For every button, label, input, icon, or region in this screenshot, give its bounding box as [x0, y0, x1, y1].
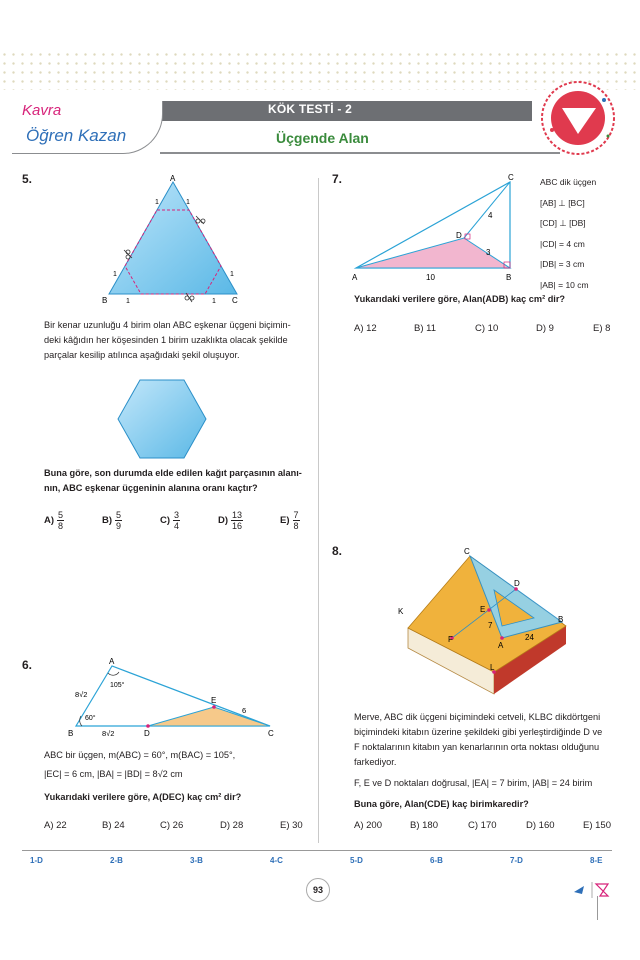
q5-number: 5. [22, 172, 33, 186]
q7-fact: [AB] ⊥ [BC] [540, 197, 585, 208]
q8-option-d[interactable]: D) 160 [526, 820, 555, 831]
answer-key [22, 850, 612, 869]
q8-given: F, E ve D noktaları doğrusal, |EA| = 7 birim, |AB| = 24 birim [354, 778, 593, 788]
q6-triangle-dec [148, 707, 270, 726]
q6-label-e: E [211, 696, 217, 705]
numerator: 7 [293, 510, 299, 520]
q8-label-l: L [490, 663, 495, 672]
q5-label-1: 1 [155, 199, 159, 206]
denominator: 9 [116, 521, 122, 531]
q7-triangle-figure [348, 172, 526, 284]
fraction [57, 510, 64, 531]
q7-label-c: C [508, 173, 514, 182]
q8-label-k: K [398, 607, 404, 616]
q5-label-a: A [170, 174, 176, 183]
option-letter: E) [280, 515, 290, 527]
q6-option-a[interactable]: A) 22 [44, 820, 67, 831]
q5-triangle-abc [109, 182, 237, 294]
q7-label-d: D [456, 231, 462, 240]
q5-body [44, 318, 314, 363]
q5-label-1: 1 [113, 271, 117, 278]
q5-question-line: nın, ABC eşkenar üçgeninin alanına oranı kaçtır? [44, 483, 258, 493]
option-letter: C) [160, 515, 171, 527]
q6-options [44, 820, 314, 834]
q8-text-line: farkediyor. [354, 757, 397, 767]
q8-options [354, 820, 626, 834]
q7-fact: ABC dik üçgen [540, 177, 597, 187]
q6-label-a: A [109, 657, 115, 666]
q7-side-ab: 10 [426, 273, 435, 282]
q5-triangle-figure [100, 172, 250, 310]
q6-point-e [212, 705, 216, 709]
answer-key-item: 5-D [350, 856, 363, 865]
test-title: KÖK TESTİ - 2 [268, 102, 352, 116]
fraction [115, 510, 122, 531]
numerator: 13 [232, 510, 243, 520]
denominator: 8 [293, 521, 299, 531]
q7-option-d[interactable]: D) 9 [536, 323, 554, 334]
answer-key-item: 3-B [190, 856, 203, 865]
q7-option-a[interactable]: A) 12 [354, 323, 377, 334]
q8-label-b: B [558, 615, 564, 624]
q8-body [354, 710, 626, 812]
page-number: 93 [306, 878, 330, 902]
q5-options [44, 510, 314, 536]
q8-point-a [500, 636, 504, 640]
q6-label-b: B [68, 729, 74, 738]
q5-text-line: deki kâğıdın her köşesinden 1 birim uzaklıkta olacak şekilde [44, 335, 288, 345]
q7-facts [540, 172, 596, 295]
q8-option-e[interactable]: E) 150 [583, 820, 611, 831]
q6-label-d: D [144, 729, 150, 738]
q6-angle-a-arc [108, 672, 119, 675]
answer-key-item: 2-B [110, 856, 123, 865]
column-divider [318, 178, 319, 843]
numerator: 3 [174, 510, 180, 520]
q6-angle-a: 105° [110, 682, 125, 689]
q7-segment-cd [464, 182, 510, 238]
q7-fact: |AB| = 10 cm [540, 279, 589, 290]
numerator: 5 [58, 510, 64, 520]
publisher-logo-icon [538, 78, 618, 158]
fraction [231, 510, 243, 531]
q7-option-b[interactable]: B) 11 [414, 323, 437, 334]
q7-fact: |DB| = 3 cm [540, 259, 585, 269]
q8-text-line: biçimindeki kitabın üzerine şekildeki gibi yerleştirdiğinde D ve [354, 727, 603, 737]
footer-logo-icon [572, 880, 612, 900]
brand-ogren-kazan: Öğren Kazan [26, 126, 127, 145]
q5-option-c[interactable] [160, 510, 180, 531]
q5-label-b: B [102, 296, 108, 305]
q8-number: 8. [332, 544, 343, 558]
q6-number: 6. [22, 658, 33, 672]
q5-option-e[interactable] [280, 510, 300, 531]
fraction [173, 510, 180, 531]
q8-option-a[interactable]: A) 200 [354, 820, 382, 831]
q7-option-e[interactable]: E) 8 [593, 323, 611, 334]
q8-label-a: A [498, 641, 504, 650]
q6-given-line: ABC bir üçgen, m(ABC) = 60°, m(BAC) = 105°, [44, 750, 236, 760]
q8-text-line: F noktalarının kitabın yan kenarlarının orta noktası olduğunu [354, 742, 600, 752]
footer-rule [597, 896, 598, 920]
q6-label-c: C [268, 729, 274, 738]
option-letter: D) [218, 515, 229, 527]
brand-kavra: Kavra [22, 102, 62, 119]
q6-side-ba: 8√2 [75, 690, 88, 699]
q8-option-b[interactable]: B) 180 [410, 820, 438, 831]
q7-option-c[interactable]: C) 10 [475, 323, 499, 334]
q8-question: Buna göre, Alan(CDE) kaç birimkaredir? [354, 799, 529, 809]
q5-text-line: Bir kenar uzunluğu 4 birim olan ABC eşkenar üçgeni biçimin- [44, 320, 291, 330]
numerator: 5 [116, 510, 122, 520]
q5-option-d[interactable] [218, 510, 243, 531]
q8-option-c[interactable]: C) 170 [468, 820, 497, 831]
q8-side-ab: 24 [525, 633, 534, 642]
q6-option-d[interactable]: D) 28 [220, 820, 244, 831]
q6-side-ec: 6 [242, 706, 247, 715]
q8-side-ea: 7 [488, 621, 493, 630]
q6-angle-b: 60° [85, 715, 96, 722]
q5-hexagon-shape [118, 380, 206, 458]
denominator: 8 [58, 521, 64, 531]
q6-option-b[interactable]: B) 24 [102, 820, 125, 831]
scissors-icon [196, 216, 205, 224]
q6-givens [44, 748, 314, 782]
q8-label-c: C [464, 547, 470, 556]
option-letter: B) [102, 515, 113, 527]
q7-fact: |CD| = 4 cm [540, 238, 585, 249]
q6-option-e[interactable]: E) 30 [280, 820, 303, 831]
q5-question-line: Buna göre, son durumda elde edilen kağıt parçasının alanı- [44, 468, 302, 478]
header-underline [160, 152, 560, 154]
fraction [293, 510, 300, 531]
q8-point-e [487, 608, 491, 612]
q5-question [44, 466, 314, 496]
q8-label-e: E [480, 605, 486, 614]
q7-side-db: 3 [486, 248, 491, 257]
q5-label-c: C [232, 296, 238, 305]
denominator: 4 [174, 521, 180, 531]
q7-label-b: B [506, 273, 512, 282]
q6-side-bd: 8√2 [102, 729, 115, 738]
answer-key-item: 6-B [430, 856, 443, 865]
q6-given-line: |EC| = 6 cm, |BA| = |BD| = 8√2 cm [44, 769, 183, 779]
q5-label-1: 1 [186, 199, 190, 206]
answer-key-item: 7-D [510, 856, 523, 865]
q7-question: Yukarıdaki verilere göre, Alan(ADB) kaç cm² dir? [354, 294, 566, 304]
q7-number: 7. [332, 172, 343, 186]
q6-option-c[interactable]: C) 26 [160, 820, 184, 831]
q6-point-d [146, 724, 150, 728]
answer-key-item: 8-E [590, 856, 603, 865]
q5-option-a[interactable] [44, 510, 64, 531]
q5-hexagon-figure [116, 378, 208, 460]
answer-key-item: 1-D [30, 856, 43, 865]
q8-label-d: D [514, 579, 520, 588]
q5-label-1: 1 [230, 271, 234, 278]
q5-label-1: 1 [126, 298, 130, 305]
q8-text-line: Merve, ABC dik üçgeni biçimindeki cetveli, KLBC dikdörtgeni [354, 712, 601, 722]
q7-options [354, 323, 624, 337]
q5-label-1: 1 [212, 298, 216, 305]
answer-key-item: 4-C [270, 856, 283, 865]
q7-label-a: A [352, 273, 358, 282]
q5-option-b[interactable] [102, 510, 122, 531]
q6-triangle-figure [66, 656, 280, 742]
q8-book-figure [390, 544, 580, 704]
q5-text-line: parçalar kesilip atılınca aşağıdaki şekil oluşuyor. [44, 350, 240, 360]
topic-title: Üçgende Alan [276, 130, 369, 146]
q6-question: Yukarıdaki verilere göre, A(DEC) kaç cm² dir? [44, 792, 242, 802]
denominator: 16 [232, 521, 243, 531]
q7-side-cd: 4 [488, 211, 493, 220]
option-letter: A) [44, 515, 55, 527]
q7-fact: [CD] ⊥ [DB] [540, 218, 586, 228]
q8-label-f: F [448, 635, 453, 644]
